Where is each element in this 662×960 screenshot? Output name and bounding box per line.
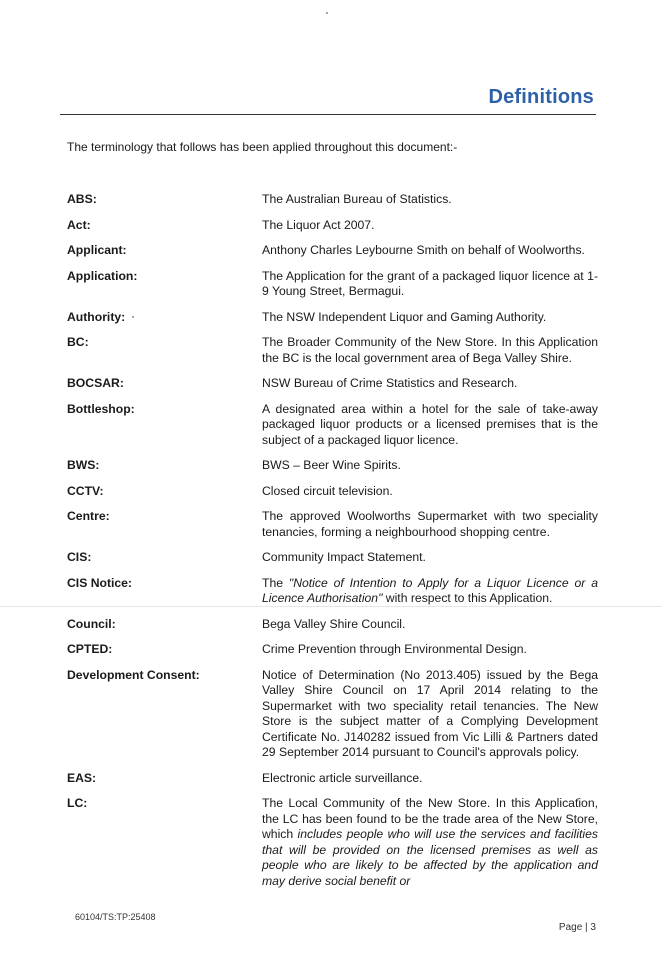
definition-row — [67, 269, 598, 300]
definition-text-start: The — [262, 575, 289, 590]
definition-term: BOCSAR: — [67, 376, 124, 390]
definition-term: LC: — [67, 796, 88, 810]
definition-term: CCTV: — [67, 483, 104, 498]
definition-text: Bega Valley Shire Council. — [262, 616, 406, 631]
definition-row — [67, 550, 598, 566]
definition-text: Crime Prevention through Environmental Design. — [262, 642, 527, 656]
definition-text-end: with respect to this Application. — [382, 591, 553, 605]
definition-row — [67, 617, 598, 633]
definition-row — [67, 458, 598, 474]
definition-term: BWS: — [67, 458, 100, 472]
definition-row — [67, 509, 598, 540]
definition-row — [67, 218, 598, 234]
definition-text: The Australian Bureau of Statistics. — [262, 192, 452, 206]
definition-term: Authority: — [67, 309, 126, 324]
definition-text: The Application for the grant of a packaged liquor licence at 1-9 Young Street, Bermagui. — [262, 268, 598, 298]
definition-text: Notice of Determination (No 2013.405) issued by the Bega Valley Shire Council on 17 April 2014 relating to the Supermarket with two speciality retail tenancies. The New Store is the subject matter of a Complying Development Certificate No. J140282 issued from Vic Lilli & Partners dated 29 September 2014 pursuant to Council's approvals policy. — [262, 667, 598, 759]
definition-term: Bottleshop: — [67, 401, 135, 416]
definition-text — [262, 796, 598, 889]
definition-text: Anthony Charles Leybourne Smith on behalf of Woolworths. — [262, 243, 585, 257]
definition-row — [67, 796, 598, 889]
definition-row — [67, 484, 598, 500]
definition-text-start: The Local Community of the New Store. In this Application, the LC has been found to be the trade area of the New Store, which — [262, 796, 598, 841]
definition-text: The Liquor Act 2007. — [262, 217, 375, 232]
definition-text: The approved Woolworths Supermarket with two speciality tenancies, forming a neighbourhood shopping centre. — [262, 509, 598, 539]
definition-text: A designated area within a hotel for the sale of take-away packaged liquor products or a licensed premises that is the subject of a packaged liquor licence. — [262, 401, 598, 447]
definition-text: NSW Bureau of Crime Statistics and Research. — [262, 376, 518, 390]
definition-row — [67, 310, 598, 326]
scan-speck — [326, 12, 328, 14]
intro-text: The terminology that follows has been applied throughout this document:- — [67, 140, 458, 154]
definition-row — [67, 576, 598, 607]
definition-text-italic: includes people who will use the services and facilities that will be provided on the licensed premises as well as people who are likely to be affected by the application and may derive social benefit or — [262, 827, 599, 888]
definition-text — [262, 576, 598, 607]
definition-row — [67, 243, 598, 259]
definition-text: The NSW Independent Liquor and Gaming Authority. — [262, 309, 547, 324]
definition-term: Applicant: — [67, 243, 127, 257]
definition-row — [67, 192, 598, 208]
definition-text: Electronic article surveillance. — [262, 770, 423, 785]
title-divider — [60, 114, 596, 115]
definition-term: EAS: — [67, 770, 97, 785]
document-reference: 60104/TS:TP:25408 — [75, 912, 156, 922]
definition-term: CIS: — [67, 550, 92, 564]
definition-term: CIS Notice: — [67, 575, 133, 590]
definition-term: Council: — [67, 616, 116, 631]
definition-term: Centre: — [67, 509, 110, 523]
definition-row — [67, 668, 598, 761]
definition-term: Application: — [67, 268, 138, 283]
definition-row — [67, 376, 598, 392]
definition-row — [67, 771, 598, 787]
definition-text: Community Impact Statement. — [262, 550, 426, 564]
definition-term: BC: — [67, 335, 89, 349]
definition-row — [67, 642, 598, 658]
definition-text: BWS – Beer Wine Spirits. — [262, 458, 401, 472]
definition-term: Act: — [67, 217, 91, 232]
definition-text-italic: "Notice of Intention to Apply for a Liquor Licence or a Licence Authorisation" — [262, 575, 599, 605]
definition-term: CPTED: — [67, 642, 113, 656]
definition-text: Closed circuit television. — [262, 483, 393, 498]
definition-term: ABS: — [67, 192, 97, 206]
definition-term: Development Consent: — [67, 667, 200, 682]
definition-text: The Broader Community of the New Store. In this Application the BC is the local government area of Bega Valley Shire. — [262, 335, 598, 365]
definition-row — [67, 335, 598, 366]
definition-row — [67, 402, 598, 449]
page-title: Definitions — [488, 86, 594, 108]
page-number: Page | 3 — [558, 922, 596, 933]
definitions-list — [67, 192, 598, 899]
